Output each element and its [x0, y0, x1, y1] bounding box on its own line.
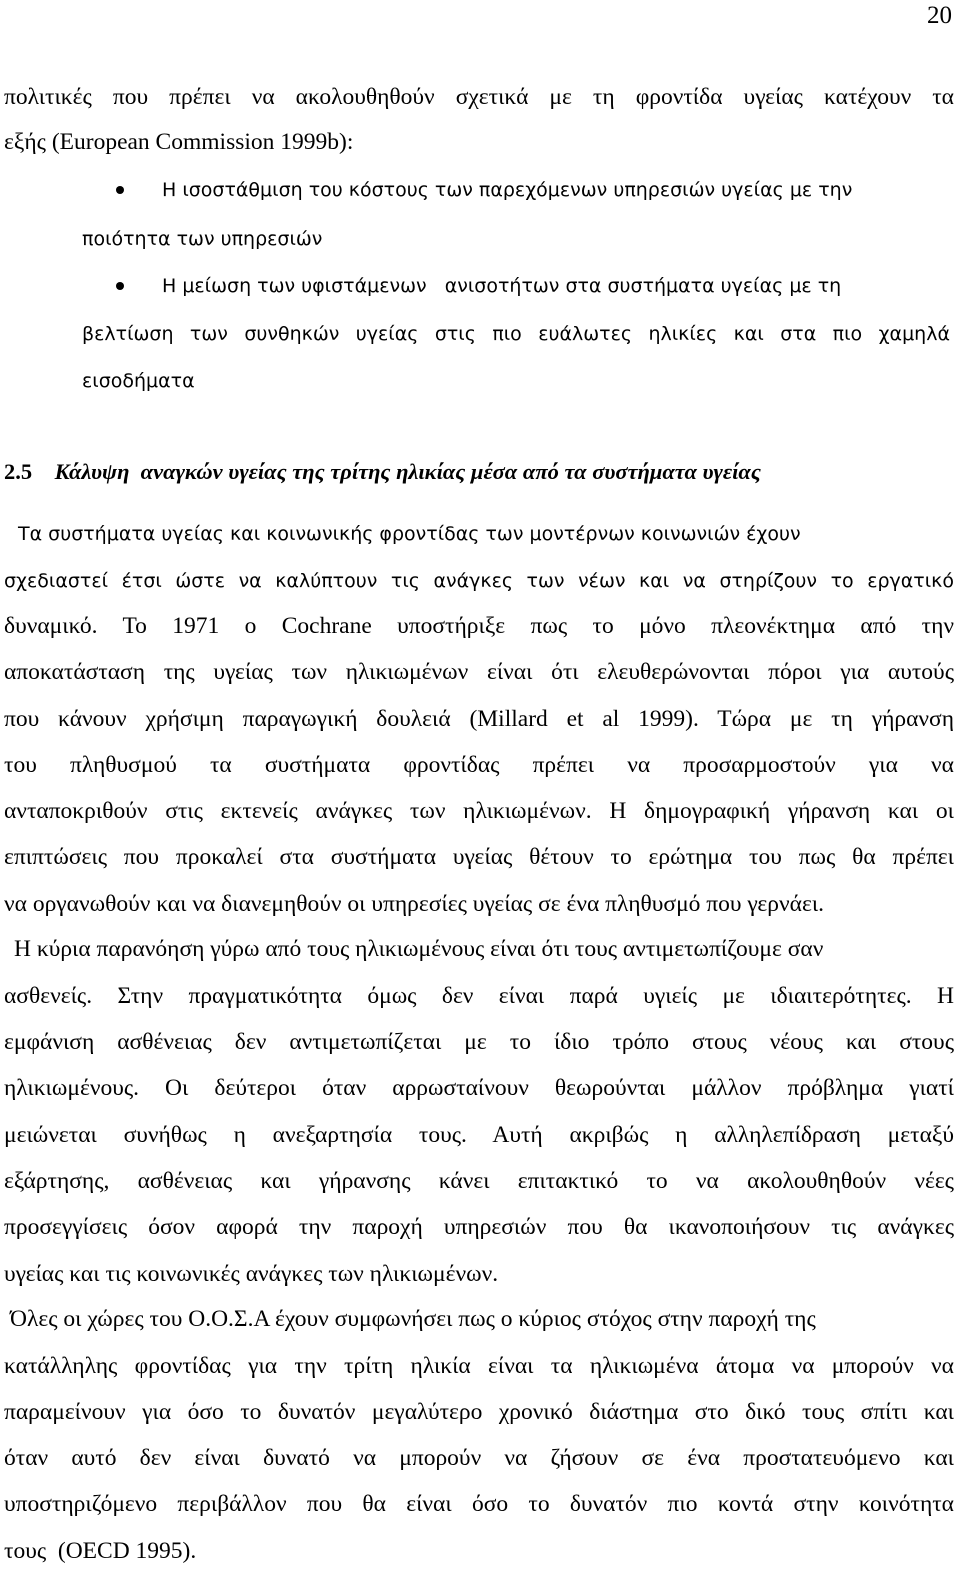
section-heading [4, 457, 761, 487]
bullet-item-line: εισοδήματα [82, 370, 195, 392]
paragraph-line: Η κύρια παρανόηση γύρω από τους ηλικιωμένους είναι ότι τους αντιμετωπίζουμε σαν [14, 936, 824, 962]
section-number: 2.5 [4, 459, 33, 484]
paragraph-line: που κάνουν χρήσιμη παραγωγική δουλειά (Millard et al 1999). Τώρα με τη γήρανση [4, 706, 954, 732]
paragraph-line: ασθενείς. Στην πραγματικότητα όμως δεν είναι παρά υγιείς με ιδιαιτερότητες. Η [4, 983, 954, 1009]
intro-line: εξής (European Commission 1999b): [4, 129, 354, 155]
paragraph-line: υγείας και τις κοινωνικές ανάγκες των ηλικιωμένων. [4, 1261, 499, 1287]
paragraph-line: ηλικιωμένους. Οι δεύτεροι όταν αρρωσταίνουν θεωρούνται μάλλον πρόβλημα γιατί [4, 1075, 954, 1101]
paragraph-line: όταν αυτό δεν είναι δυνατό να μπορούν να ζήσουν σε ένα προστατευόμενο και [4, 1445, 954, 1471]
paragraph-line: Τα συστήματα υγείας και κοινωνικής φροντίδας των μοντέρνων κοινωνιών έχουν [18, 523, 801, 545]
paragraph-line: αποκατάσταση της υγείας των ηλικιωμένων είναι ότι ελευθερώνονται πόροι για αυτούς [4, 659, 954, 685]
paragraph-line: επιπτώσεις που προκαλεί στα συστήματα υγείας θέτουν το ερώτημα του πως θα πρέπει [4, 844, 954, 870]
intro-line: πολιτικές που πρέπει να ακολουθηθούν σχετικά με τη φροντίδα υγείας κατέχουν τα [4, 84, 954, 110]
paragraph-line: εξάρτησης, ασθένειας και γήρανσης κάνει επιτακτικό το να ακολουθηθούν νέες [4, 1168, 954, 1194]
bullet-icon [116, 282, 124, 290]
paragraph-line: ανταποκριθούν στις εκτενείς ανάγκες των ηλικιωμένων. Η δημογραφική γήρανση και οι [4, 798, 954, 824]
bullet-item-line: Η ισοστάθμιση του κόστους των παρεχόμενων υπηρεσιών υγείας με την [162, 179, 853, 201]
paragraph-line: Όλες οι χώρες του Ο.Ο.Σ.Α έχουν συμφωνήσει πως ο κύριος στόχος στην παροχή της [10, 1306, 816, 1332]
section-title: Κάλυψη αναγκών υγείας της τρίτης ηλικίας μέσα από τα συστήματα υγείας [54, 459, 761, 484]
bullet-icon [116, 186, 124, 194]
paragraph-line: προσεγγίσεις όσον αφορά την παροχή υπηρεσιών που θα ικανοποιήσουν τις ανάγκες [4, 1214, 954, 1240]
page-number: 20 [927, 2, 952, 29]
bullet-item-line: Η μείωση των υφιστάμενων ανισοτήτων στα συστήματα υγείας με τη [162, 275, 842, 297]
paragraph-line: του πληθυσμού τα συστήματα φροντίδας πρέπει να προσαρμοστούν για να [4, 752, 954, 778]
paragraph-line: εμφάνιση ασθένειας δεν αντιμετωπίζεται με το ίδιο τρόπο στους νέους και στους [4, 1029, 954, 1055]
paragraph-line: να οργανωθούν και να διανεμηθούν οι υπηρεσίες υγείας σε ένα πληθυσμό που γερνάει. [4, 891, 825, 917]
paragraph-line: δυναμικό. Το 1971 ο Cochrane υποστήριξε πως το μόνο πλεονέκτημα από την [4, 613, 954, 639]
paragraph-line: τους (OECD 1995). [4, 1538, 197, 1564]
paragraph-line: κατάλληλης φροντίδας για την τρίτη ηλικία είναι τα ηλικιωμένα άτομα να μπορούν να [4, 1353, 954, 1379]
paragraph-line: σχεδιαστεί έτσι ώστε να καλύπτουν τις ανάγκες των νέων και να στηρίζουν το εργατικό [4, 570, 954, 592]
paragraph-line: παραμείνουν για όσο το δυνατόν μεγαλύτερο χρονικό διάστημα στο δικό τους σπίτι και [4, 1399, 954, 1425]
paragraph-line: υποστηριζόμενο περιβάλλον που θα είναι όσο το δυνατόν πιο κοντά στην κοινότητα [4, 1491, 954, 1517]
bullet-item-line: βελτίωση των συνθηκών υγείας στις πιο ευάλωτες ηλικίες και στα πιο χαμηλά [82, 323, 950, 345]
bullet-item-line: ποιότητα των υπηρεσιών [82, 228, 323, 250]
paragraph-line: μειώνεται συνήθως η ανεξαρτησία τους. Αυτή ακριβώς η αλληλεπίδραση μεταξύ [4, 1122, 954, 1148]
